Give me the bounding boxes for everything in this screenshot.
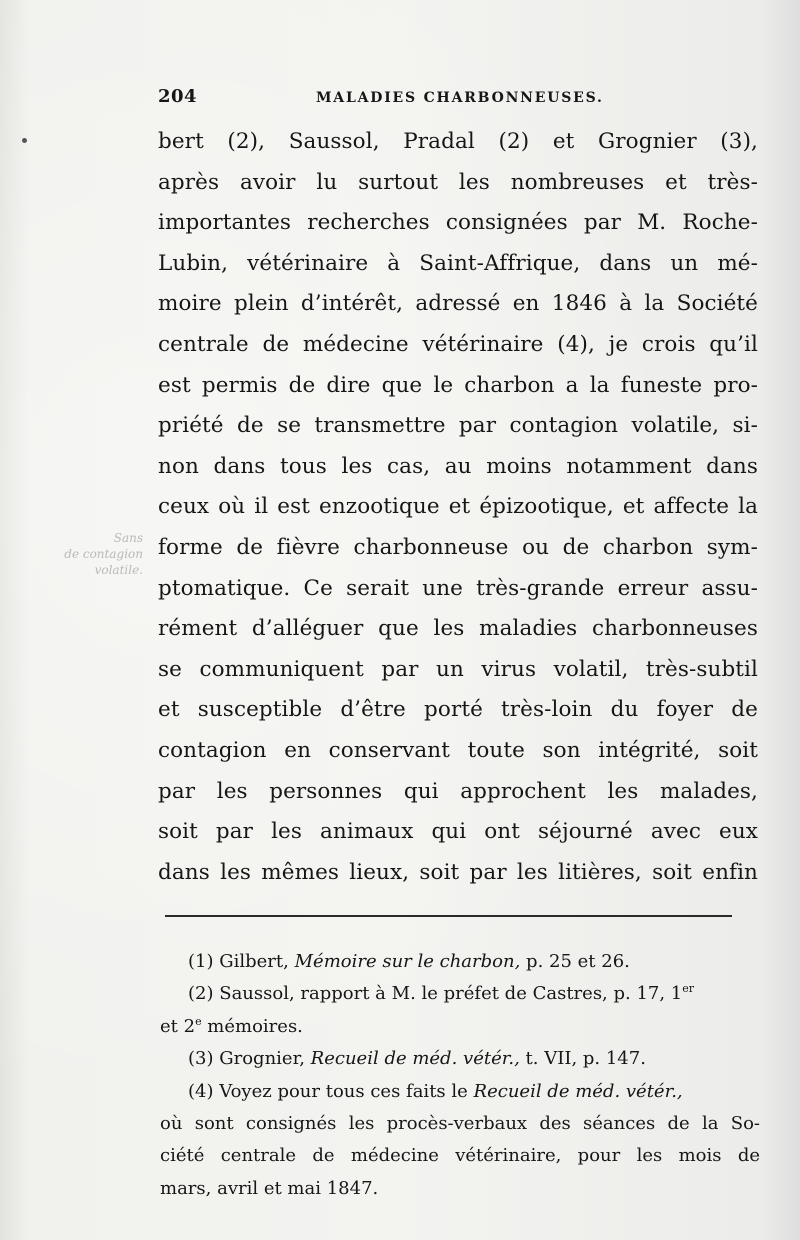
body-line: priété de se transmettre par contagion volatile, si-	[158, 413, 758, 439]
body-line: Lubin, vétérinaire à Saint-Affrique, dans un mé-	[158, 250, 758, 276]
margin-dot	[22, 138, 27, 143]
body-text	[158, 122, 758, 893]
body-line: moire plein d’intérêt, adressé en 1846 à la Société	[158, 291, 758, 317]
margin-note-line: de contagion	[64, 547, 143, 561]
body-line: se communiquent par un virus volatil, très-subtil	[158, 656, 758, 682]
footnote-4-line: ciété centrale de médecine vétérinaire, pour les mois de	[160, 1145, 760, 1167]
footnote-text: Saussol, rapport à M. le préfet de Castres, p. 17, 1	[219, 983, 683, 1005]
footnote-text: et 2	[160, 1015, 196, 1037]
margin-note	[48, 530, 143, 578]
body-line: par les personnes qui approchent les malades,	[158, 778, 758, 804]
footnote-4-line: mars, avril et mai 1847.	[160, 1177, 379, 1199]
footnote-superscript: er	[682, 982, 695, 996]
footnote-4	[160, 1076, 760, 1108]
body-line: non dans tous les cas, au moins notamment dans	[158, 453, 758, 479]
margin-note-line: volatile.	[94, 563, 143, 577]
footnote-2-continued	[160, 1011, 760, 1043]
body-line: soit par les animaux qui ont séjourné avec eux	[158, 819, 758, 845]
margin-note-line: Sans	[113, 531, 143, 545]
footnote-1	[160, 946, 760, 978]
footnote-author: Gilbert,	[219, 951, 289, 972]
body-line: importantes recherches consignées par M. Roche-	[158, 210, 758, 236]
footnote-title: Recueil de méd. vétér.,	[473, 1080, 683, 1102]
footnote-text: Voyez pour tous ces faits le	[219, 1080, 468, 1102]
body-line: bert (2), Saussol, Pradal (2) et Grognier (3),	[158, 129, 758, 154]
footnote-author: Grognier,	[219, 1048, 305, 1070]
footnote-2	[160, 978, 760, 1010]
body-line: centrale de médecine vétérinaire (4), je crois qu’il	[158, 331, 758, 357]
footnotes	[160, 946, 760, 1205]
body-line: ceux où il est enzootique et épizootique, et affecte la	[158, 494, 758, 520]
footnote-marker: (3)	[188, 1048, 214, 1070]
page-number: 204	[158, 86, 198, 107]
footnote-marker: (4)	[188, 1080, 214, 1102]
body-line: contagion en conservant toute son intégrité, soit	[158, 737, 758, 763]
footnote-text: t. VII, p. 147.	[525, 1048, 646, 1070]
footnote-3	[160, 1043, 760, 1075]
footnote-title: Recueil de méd. vétér.,	[310, 1048, 520, 1070]
footnote-marker: (1)	[188, 951, 214, 972]
footnote-4-line: où sont consignés les procès-verbaux des séances de la So-	[160, 1112, 760, 1134]
footnote-text: mémoires.	[201, 1015, 303, 1037]
body-line: ptomatique. Ce serait une très-grande erreur assu-	[158, 575, 758, 601]
footnote-title: Mémoire sur le charbon,	[294, 951, 521, 972]
running-title: MALADIES CHARBONNEUSES.	[316, 90, 604, 106]
running-head	[158, 86, 748, 114]
body-line: forme de fièvre charbonneuse ou de charbon sym-	[158, 534, 758, 560]
footnote-divider	[165, 915, 732, 917]
body-line: rément d’alléguer que les maladies charbonneuses	[158, 616, 758, 642]
body-line: après avoir lu surtout les nombreuses et très-	[158, 169, 758, 195]
footnote-text: p. 25 et 26.	[526, 951, 630, 972]
footnote-marker: (2)	[188, 983, 214, 1005]
footnote-superscript: e	[195, 1014, 202, 1028]
body-line: et susceptible d’être porté très-loin du foyer de	[158, 697, 758, 723]
body-line: dans les mêmes lieux, soit par les litières, soit enfin	[158, 859, 758, 885]
body-line: est permis de dire que le charbon a la funeste pro-	[158, 372, 758, 398]
